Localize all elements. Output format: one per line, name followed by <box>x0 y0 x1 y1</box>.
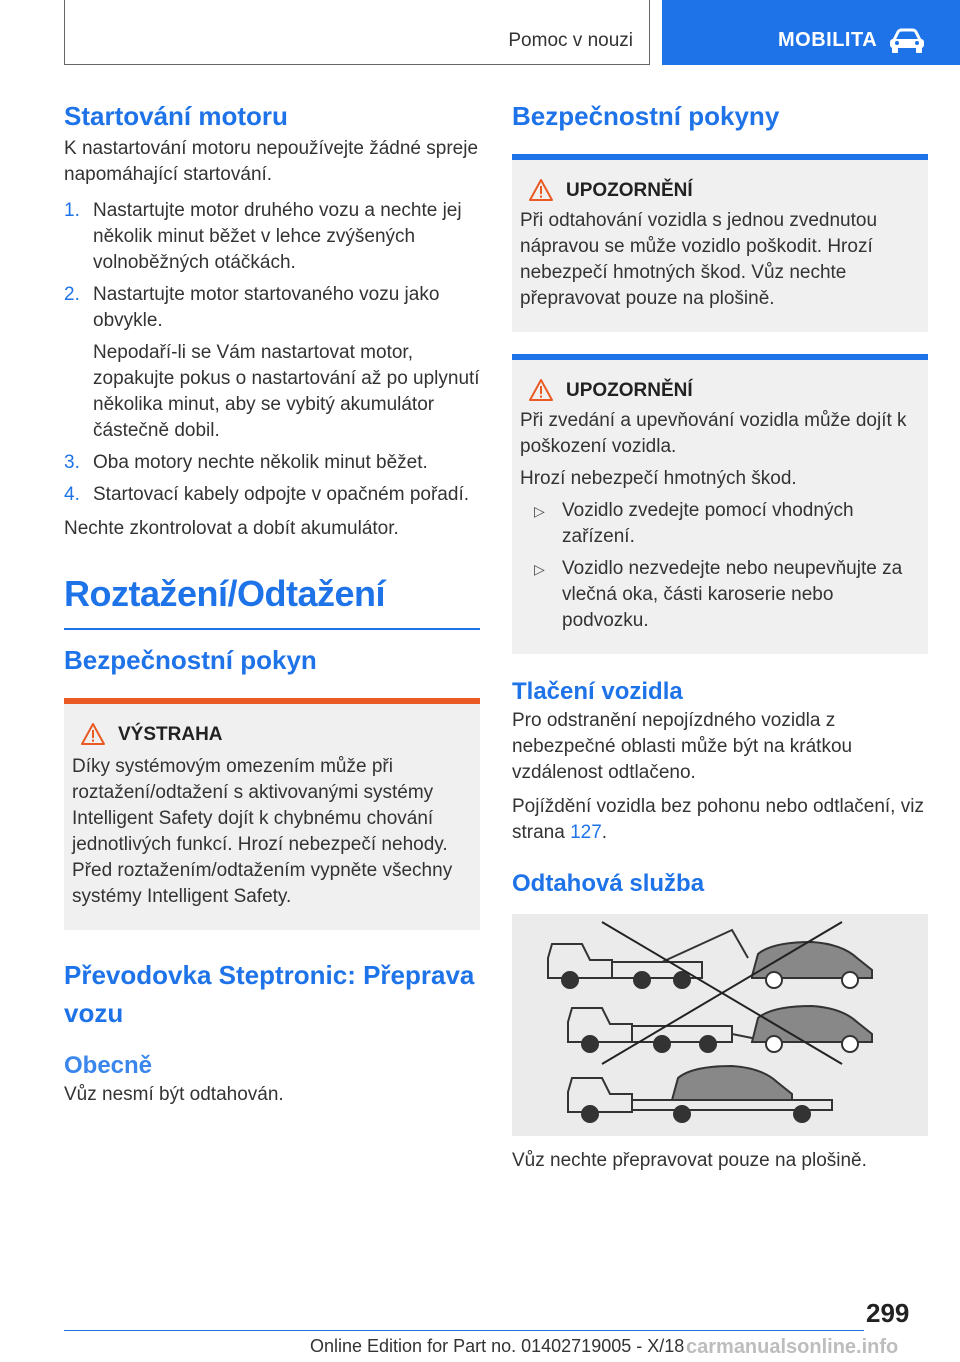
list-text: Oba motory nechte několik minut běžet. <box>93 452 428 473</box>
towing-service-heading: Odtahová služba <box>512 870 705 897</box>
footer-edition: Online Edition for Part no. 01402719005 - X/18 <box>310 1336 685 1356</box>
notice-label: UPOZORNĚNÍ <box>566 180 693 201</box>
list-item <box>64 482 480 508</box>
push-text-pre: Pojíždění vozidla bez pohonu nebo odtlačení, viz strana <box>512 796 924 843</box>
list-number: 3. <box>64 452 80 473</box>
push-text-post: . <box>601 822 608 843</box>
list-text: Vozidlo nezvedejte nebo neupevňujte za vlečná oka, části karoserie nebo podvozku. <box>562 558 903 631</box>
warning-triangle-icon <box>80 722 106 746</box>
general-text: Vůz nesmí být odtahován. <box>64 1084 284 1105</box>
chapter-rule <box>64 628 480 630</box>
warning-triangle-icon <box>528 378 554 402</box>
figure-caption: Vůz nechte přepravovat pouze na plošině. <box>512 1150 867 1171</box>
list-text: Startovací kabely odpojte v opačném pořadí. <box>93 484 470 505</box>
notice-box <box>512 154 928 332</box>
steptronic-heading: Převodovka Steptronic: Přeprava vozu <box>64 960 475 1028</box>
start-engine-heading: Startování motoru <box>64 101 288 131</box>
warning-triangle-icon <box>528 178 554 202</box>
notice-text: Hrozí nebezpečí hmotných škod. <box>520 468 797 489</box>
push-text: Pro odstranění nepojízdného vozidla z nebezpečné oblasti může být na krátkou vzdálenost odtlačeno. <box>512 710 853 783</box>
notice-label: UPOZORNĚNÍ <box>566 380 693 401</box>
warning-label: VÝSTRAHA <box>118 724 223 745</box>
list-item <box>520 498 920 550</box>
header-section-title: Pomoc v nouzi <box>508 30 633 51</box>
notice-box <box>512 354 928 654</box>
warning-header <box>72 722 472 750</box>
safety-heading: Bezpečnostní pokyn <box>64 645 317 675</box>
notice-header <box>520 178 920 206</box>
list-item <box>64 450 480 476</box>
left-column <box>64 100 480 1108</box>
page-reference-link[interactable]: 127 <box>570 822 602 843</box>
towing-illustration <box>512 914 928 1136</box>
start-outro: Nechte zkontrolovat a dobít akumulátor. <box>64 518 399 539</box>
list-item <box>520 556 920 634</box>
list-number: 2. <box>64 284 80 305</box>
general-heading: Obecně <box>64 1052 153 1079</box>
footer-rule <box>64 1330 864 1331</box>
chapter-heading: Roztažení/Odtažení <box>64 573 386 614</box>
list-number: 1. <box>64 200 80 221</box>
list-item <box>64 282 480 334</box>
list-number: 4. <box>64 484 80 505</box>
list-item <box>64 198 480 276</box>
header-section-box <box>64 0 650 65</box>
warning-text: Díky systémovým omezením může při roztažení/odtažení s aktivovanými systémy Intelligent Safety dojít k chybnému chování jednotlivých funkcí. Hrozí nebezpečí nehody. Před roztažením/odtažením vypněte všechny systémy Intelligent Safety. <box>72 756 453 907</box>
start-intro: K nastartování motoru nepoužívejte žádné spreje napomáhající startování. <box>64 138 479 185</box>
towing-methods-figure <box>512 914 928 1136</box>
push-text-reference <box>512 794 928 846</box>
bullet-triangle-icon: ▷ <box>534 503 545 519</box>
list-text: Vozidlo zvedejte pomocí vhodných zařízení. <box>562 500 854 547</box>
page-number: 299 <box>866 1298 910 1328</box>
watermark: carmanualsonline.info <box>686 1336 899 1358</box>
list-text: Nastartujte motor startovaného vozu jako obvykle. <box>93 284 440 331</box>
safety-instructions-heading: Bezpečnostní pokyny <box>512 101 780 131</box>
notice-header <box>520 378 920 406</box>
notice-text: Při zvedání a upevňování vozidla může dojít k poškození vozidla. <box>520 410 907 457</box>
notice-text: Při odtahování vozidla s jednou zvednutou nápravou se může vozidlo poškodit. Hrozí nebezpečí hmotných škod. Vůz nechte přepravovat pouze na plošině. <box>520 210 878 309</box>
list-text: Nastartujte motor druhého vozu a nechte jej několik minut běžet v lehce zvýšených volnoběžných otáčkách. <box>93 200 462 273</box>
bullet-triangle-icon: ▷ <box>534 561 545 577</box>
push-heading: Tlačení vozidla <box>512 678 683 705</box>
right-column <box>512 100 928 1174</box>
header-chapter-label: MOBILITA <box>778 29 878 51</box>
car-icon <box>888 28 926 54</box>
list-subparagraph: Nepodaří-li se Vám nastartovat motor, zopakujte pokus o nastartování až po uplynutí několika minut, aby se vybitý akumulátor částečně dobil. <box>93 342 480 441</box>
warning-box <box>64 698 480 930</box>
header-chapter-tab[interactable] <box>662 0 960 65</box>
